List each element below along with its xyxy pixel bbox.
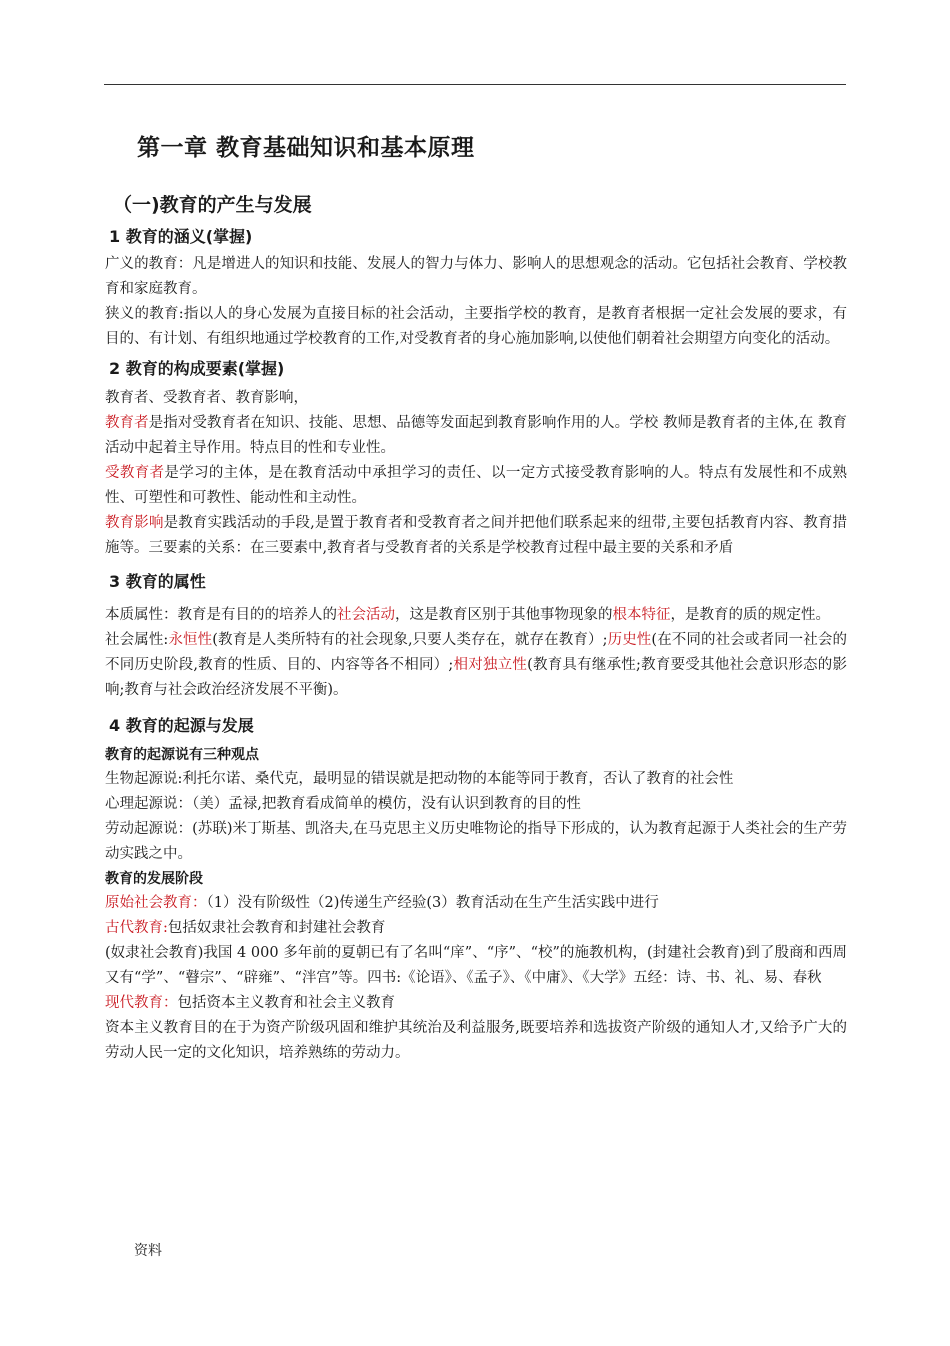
document-body (105, 128, 847, 1066)
heading-definition: 1 教育的涵义(掌握) (109, 227, 253, 246)
text-essential-a: 本质属性：教育是有目的的培养人的 (105, 607, 337, 623)
paragraph-essential-attribute (105, 603, 847, 628)
text-educator: 是指对受教育者在知识、技能、思想、品德等发面起到教育影响作用的人。学校 教师是教育者的主体,在 教育活动中起着主导作用。特点目的性和专业性。 (105, 415, 847, 456)
text-social-a: 社会属性: (105, 632, 169, 648)
term-ancient-education: 古代教育: (105, 920, 168, 936)
term-eternity: 永恒性 (168, 632, 213, 648)
paragraph-psychological-origin: 心理起源说：（美）孟禄,把教育看成简单的模仿，没有认识到教育的目的性 (105, 796, 581, 812)
term-historicity: 历史性 (607, 632, 652, 648)
text-ancient-education: 包括奴隶社会教育和封建社会教育 (167, 920, 386, 936)
paragraph-social-attribute (105, 628, 847, 703)
paragraph-influence (105, 511, 847, 561)
text-social-c: (在不同的社会或者同一社会的不同历史阶段,教育的性质、目的、内容等各不相同）; (105, 632, 847, 673)
text-influence: 是教育实践活动的手段,是置于教育者和受教育者之间并把他们联系起来的纽带,主要包括教育内容、教育措施等。三要素的关系：在三要素中,教育者与受教育者的关系是学校教育过程中最主要的关系和矛盾 (105, 515, 848, 556)
page-footer: 资料 (134, 1243, 162, 1259)
term-influence: 教育影响 (105, 515, 164, 531)
heading-attributes: 3 教育的属性 (109, 572, 206, 591)
paragraph-modern-education (105, 991, 847, 1016)
text-learner: 是学习的主体，是在教育活动中承担学习的责任、以一定方式接受教育影响的人。特点有发展性和不成熟性、可塑性和可教性、能动性和主动性。 (105, 465, 847, 506)
paragraph-broad-education: 广义的教育：凡是增进人的知识和技能、发展人的智力与体力、影响人的思想观念的活动。它包括社会教育、学校教育和家庭教育。 (105, 256, 847, 297)
term-primitive-education: 原始社会教育： (105, 895, 207, 911)
chapter-title: 第一章 教育基础知识和基本原理 (137, 135, 475, 161)
text-social-b: (教育是人类所特有的社会现象,只要人类存在，就存在教育）; (212, 632, 608, 648)
paragraph-primitive-education (105, 891, 847, 916)
paragraph-ancient-education (105, 916, 847, 941)
text-essential-c: ，是教育的质的规定性。 (670, 607, 830, 623)
text-social-d: (教育具有继承性;教育要受其他社会意识形态的影响;教育与社会政治经济发展不平衡)。 (105, 657, 847, 698)
subheading-origin-theories: 教育的起源说有三种观点 (105, 747, 259, 763)
text-primitive-education: （1）没有阶级性（2)传递生产经验(3）教育活动在生产生活实践中进行 (206, 895, 659, 911)
term-relative-independence: 相对独立性 (453, 657, 528, 673)
header-rule (104, 84, 846, 85)
paragraph-narrow-education: 狭义的教育:指以人的身心发展为直接目标的社会活动，主要指学校的教育，是教育者根据一定社会发展的要求，有目的、有计划、有组织地通过学校教育的工作,对受教育者的身心施加影响,以使他们朝着社会期望方向变化的活动。 (105, 306, 847, 347)
paragraph-elements-list: 教育者、受教育者、教育影响， (105, 390, 308, 406)
heading-elements: 2 教育的构成要素(掌握) (109, 359, 285, 378)
subheading-development-stages: 教育的发展阶段 (105, 871, 203, 887)
term-social-activity: 社会活动 (337, 607, 395, 623)
text-essential-b: ，这是教育区别于其他事物现象的 (395, 607, 613, 623)
paragraph-labor-origin: 劳动起源说：(苏联)米丁斯基、凯洛夫,在马克思主义历史唯物论的指导下形成的，认为教育起源于人类社会的生产劳动实践之中。 (105, 821, 847, 862)
section-heading: （一)教育的产生与发展 (113, 194, 312, 216)
text-modern-education: 包括资本主义教育和社会主义教育 (177, 995, 395, 1011)
paragraph-slave-feudal-education: (奴隶社会教育)我国 4 000 多年前的夏朝已有了名叫“庠”、“序”、“校”的施教机构，(封建社会教育)到了殷商和西周又有“学”、“瞽宗”、“辟雍”、“泮宫”等。四书:《论语》、《孟子》、《中庸》、《大学》五经：诗、书、礼、易、春秋 (105, 945, 847, 986)
paragraph-biological-origin: 生物起源说:利托尔诺、桑代克，最明显的错误就是把动物的本能等同于教育，否认了教育的社会性 (105, 771, 734, 787)
heading-origin: 4 教育的起源与发展 (109, 716, 254, 735)
term-modern-education: 现代教育： (105, 995, 178, 1011)
paragraph-educator (105, 411, 847, 461)
term-educator: 教育者 (105, 415, 149, 431)
term-learner: 受教育者 (105, 465, 165, 481)
paragraph-learner (105, 461, 847, 511)
term-fundamental-feature: 根本特征 (612, 607, 671, 623)
paragraph-capitalist-education: 资本主义教育目的在于为资产阶级巩固和维护其统治及利益服务,既要培养和选拔资产阶级的通知人才,又给予广大的劳动人民一定的文化知识，培养熟练的劳动力。 (105, 1020, 847, 1061)
